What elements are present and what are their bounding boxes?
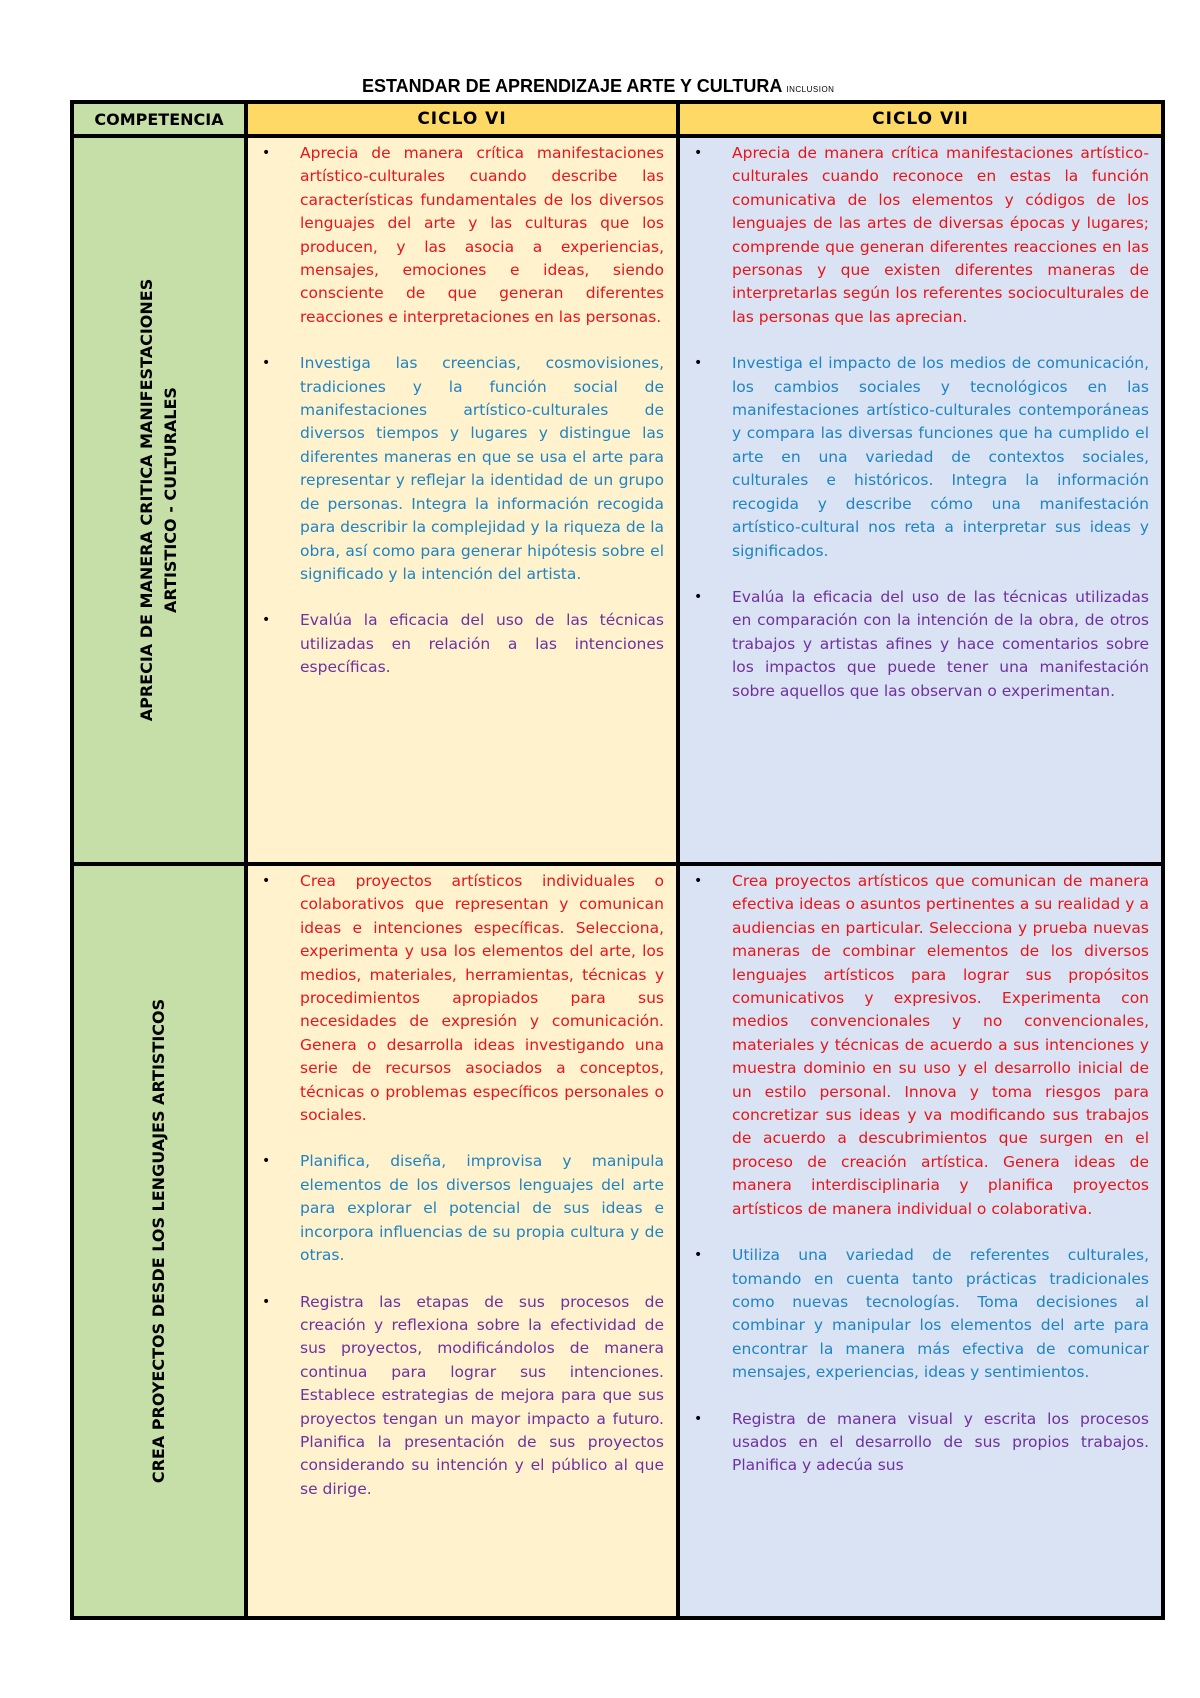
list-item: • Investiga el impacto de los medios de comunicación, los cambios sociales y tecnológicos en las manifestaciones artístico-culturales contemporáneas y compara las diversas funciones que ha cumplido el arte en una variedad de contextos sociales, culturales e históricos. Integra la información recogida y describe cómo una manifestación artístico-cultural nos reta a interpretar sus ideas y significados. — [694, 354, 1149, 560]
bullet-icon: • — [262, 873, 271, 889]
bullet-icon: • — [694, 355, 703, 372]
bullet-icon: • — [262, 355, 271, 372]
list-item: • Aprecia de manera crítica manifestaciones artístico-culturales cuando describe las características fundamentales de los diversos lenguajes del arte y las culturas que los producen, y las asocia a experiencias, mensajes, emociones e ideas, siendo consciente de que generan diferentes reacciones e interpretaciones en las personas. — [262, 144, 664, 326]
title-main: ESTANDAR DE APRENDIZAJE ARTE Y CULTURA — [362, 76, 783, 96]
competencia-aprecia-line2: ARTISTICO - CULTURALES — [161, 387, 180, 613]
ciclo-vii-crea-list — [680, 866, 1161, 1478]
competencia-crea-line1: CREA PROYECTOS DESDE LOS LENGUAJES ARTISTICOS — [149, 998, 168, 1484]
bullet-icon: • — [694, 1410, 703, 1427]
list-item: • Crea proyectos artísticos individuales o colaborativos que representan y comunican ideas e intenciones específicas. Selecciona, experimenta y usa los elementos del arte, los medios, materiales, herramientas, técnicas y procedimientos apropiados para sus necesidades de expresión y comunicación. Genera o desarrolla ideas investigando una serie de recursos asociados a conceptos, técnicas o problemas específicos personales o sociales. — [262, 872, 664, 1125]
ciclo-vi-crea-list — [248, 866, 676, 1501]
document-title — [362, 76, 882, 100]
list-item: • Planifica, diseña, improvisa y manipula elementos de los diversos lenguajes del arte para explorar el potencial de sus ideas e incorpora influencias de su propia cultura y de otras. — [262, 1152, 664, 1265]
header-competencia: COMPETENCIA — [74, 104, 244, 134]
list-item: • Utiliza una variedad de referentes culturales, tomando en cuenta tanto prácticas tradicionales como nuevas tecnologías. Toma decisiones al combinar y manipular los elementos del arte para encontrar la manera más efectiva de comunicar mensajes, experiencias, ideas y sentimientos. — [694, 1246, 1149, 1382]
list-item: • Crea proyectos artísticos que comunican de manera efectiva ideas o asuntos pertinentes a su realidad y a audiencias en particular. Selecciona y prueba nuevas maneras de combinar elementos de los diversos lenguajes artísticos para lograr sus propósitos comunicativos y expresivos. Experimenta con medios convencionales y no convencionales, materiales y técnicas de acuerdo a sus intenciones y muestra dominio en su uso y el desarrollo inicial de un estilo personal. Innova y toma riesgos para concretizar sus ideas y va modificando sus trabajos de acuerdo a descubrimientos que surgen en el proceso de creación artística. Genera ideas de manera interdisciplinaria y planifica proyectos artísticos de manera individual o colaborativa. — [694, 872, 1149, 1218]
header-ciclo-vi: CICLO VI — [248, 104, 676, 134]
list-item: • Aprecia de manera crítica manifestaciones artístico-culturales cuando reconoce en estas la función comunicativa de los elementos y códigos de los lenguajes de las artes de diversas épocas y lugares; comprende que generan diferentes reacciones en las personas y que existen diferentes maneras de interpretarlas según los referentes socioculturales de las personas que las aprecian. — [694, 144, 1149, 326]
list-item: • Evalúa la eficacia del uso de las técnicas utilizadas en relación a las intenciones específicas. — [262, 611, 664, 677]
header-ciclo-vii: CICLO VII — [680, 104, 1161, 134]
bullet-icon: • — [262, 612, 271, 629]
competencia-crea — [74, 866, 244, 1616]
bullet-icon: • — [262, 145, 271, 161]
list-item: • Registra las etapas de sus procesos de creación y reflexiona sobre la efectividad de sus proyectos, modificándolos de manera continua para lograr sus intenciones. Establece estrategias de mejora para que sus proyectos tengan un mayor impacto a futuro. Planifica la presentación de sus proyectos considerando su intención y el público al que se dirige. — [262, 1292, 664, 1498]
title-subtag: INCLUSION — [786, 85, 835, 94]
list-item: • Evalúa la eficacia del uso de las técnicas utilizadas en comparación con la intención de la obra, de otros trabajos y artistas afines y hace comentarios sobre los impactos que puede tener una manifestación sobre aquellos que las observan o experimentan. — [694, 587, 1149, 700]
ciclo-vi-aprecia-list — [248, 138, 676, 680]
ciclo-vii-aprecia-list — [680, 138, 1161, 703]
bullet-icon: • — [262, 1293, 271, 1310]
list-item: • Investiga las creencias, cosmovisiones, tradiciones y la función social de manifestaciones artístico-culturales de diversos tiempos y lugares y distingue las diferentes maneras en que se usa el arte para representar y reflejar la identidad de un grupo de personas. Integra la información recogida para describir la complejidad y la riqueza de la obra, así como para generar hipótesis sobre el significado y la intención del artista. — [262, 354, 664, 583]
competencia-aprecia — [74, 138, 244, 862]
ciclo-vi-aprecia-cell — [248, 138, 676, 862]
bullet-icon: • — [694, 588, 703, 605]
standards-table — [70, 100, 1165, 1620]
competencia-aprecia-line1: APRECIA DE MANERA CRITICA MANIFESTACIONES — [137, 278, 156, 722]
bullet-icon: • — [694, 873, 703, 889]
list-item: • Registra de manera visual y escrita los procesos usados en el desarrollo de sus propios trabajos. Planifica y adecúa sus — [694, 1409, 1149, 1475]
ciclo-vii-crea-cell — [680, 866, 1161, 1616]
bullet-icon: • — [694, 145, 703, 161]
bullet-icon: • — [694, 1247, 703, 1264]
ciclo-vii-aprecia-cell — [680, 138, 1161, 862]
ciclo-vi-crea-cell — [248, 866, 676, 1616]
bullet-icon: • — [262, 1153, 271, 1170]
